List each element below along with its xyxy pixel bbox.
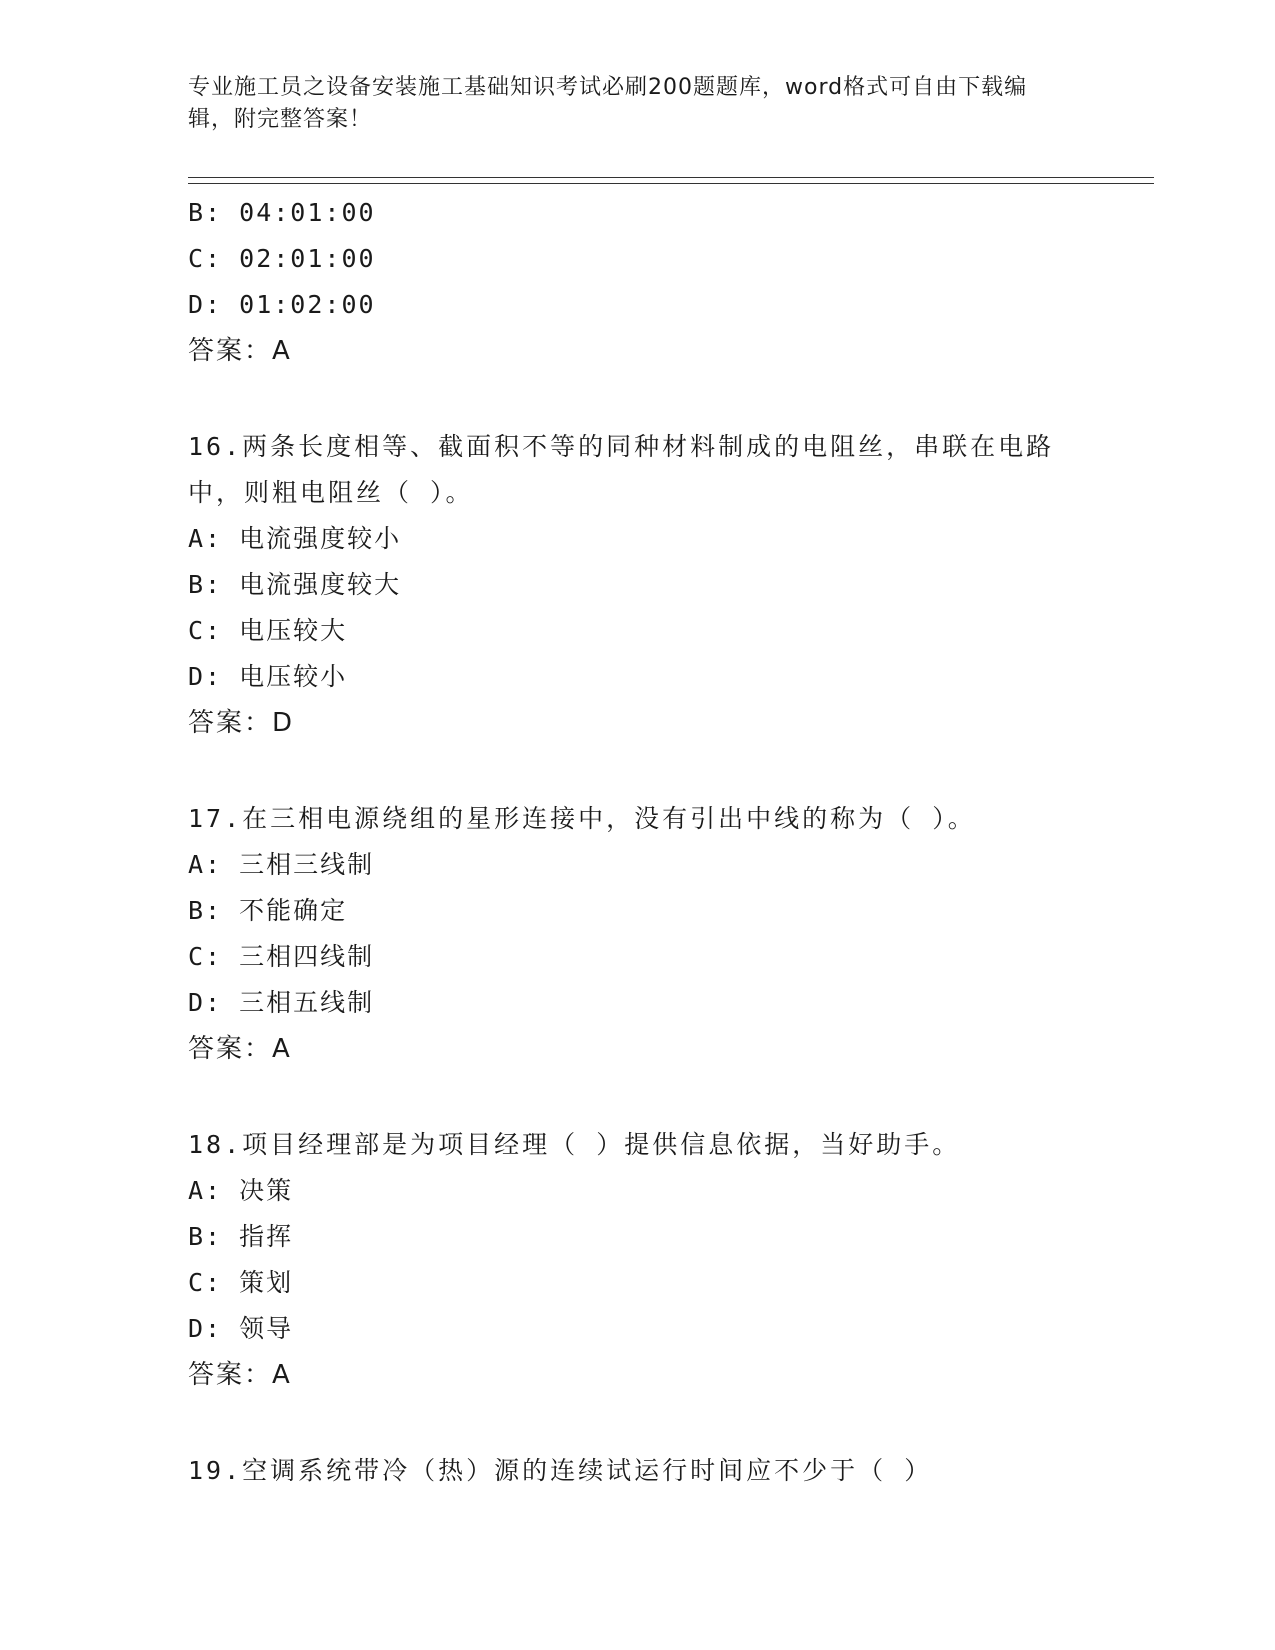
answer-line: 答案：A (188, 336, 292, 366)
option-a: A: 决策 (188, 1176, 294, 1205)
question-18 (188, 1122, 1088, 1398)
answer-line: 答案：A (188, 1034, 292, 1064)
question-16 (188, 424, 1088, 746)
option-c: C: 02:01:00 (188, 244, 376, 273)
option-c: C: 策划 (188, 1268, 294, 1297)
question-text: 16.两条长度相等、截面积不等的同种材料制成的电阻丝，串联在电路中，则粗电阻丝（ ）。 (188, 432, 1055, 507)
question-text: 18.项目经理部是为项目经理（ ）提供信息依据，当好助手。 (188, 1130, 961, 1159)
option-c: C: 三相四线制 (188, 942, 375, 971)
question-19 (188, 1448, 1088, 1494)
option-a: A: 三相三线制 (188, 850, 375, 879)
option-d: D: 01:02:00 (188, 290, 376, 319)
prev-question-block (188, 190, 1088, 374)
question-text: 19.空调系统带冷（热）源的连续试运行时间应不少于（ ） (188, 1456, 933, 1485)
option-b: B: 指挥 (188, 1222, 294, 1251)
question-list (188, 190, 1088, 1494)
question-text: 17.在三相电源绕组的星形连接中，没有引出中线的称为（ ）。 (188, 804, 976, 833)
option-b: B: 不能确定 (188, 896, 348, 925)
option-b: B: 电流强度较大 (188, 570, 402, 599)
option-d: D: 三相五线制 (188, 988, 375, 1017)
answer-line: 答案：A (188, 1360, 292, 1390)
answer-line: 答案：D (188, 708, 295, 738)
option-d: D: 电压较小 (188, 662, 348, 691)
option-b: B: 04:01:00 (188, 198, 376, 227)
header-double-rule (188, 177, 1154, 184)
option-c: C: 电压较大 (188, 616, 348, 645)
question-17 (188, 796, 1088, 1072)
option-a: A: 电流强度较小 (188, 524, 402, 553)
option-d: D: 领导 (188, 1314, 294, 1343)
document-header-title: 专业施工员之设备安装施工基础知识考试必刷200题题库，word格式可自由下载编辑，附完整答案！ (188, 75, 1028, 132)
